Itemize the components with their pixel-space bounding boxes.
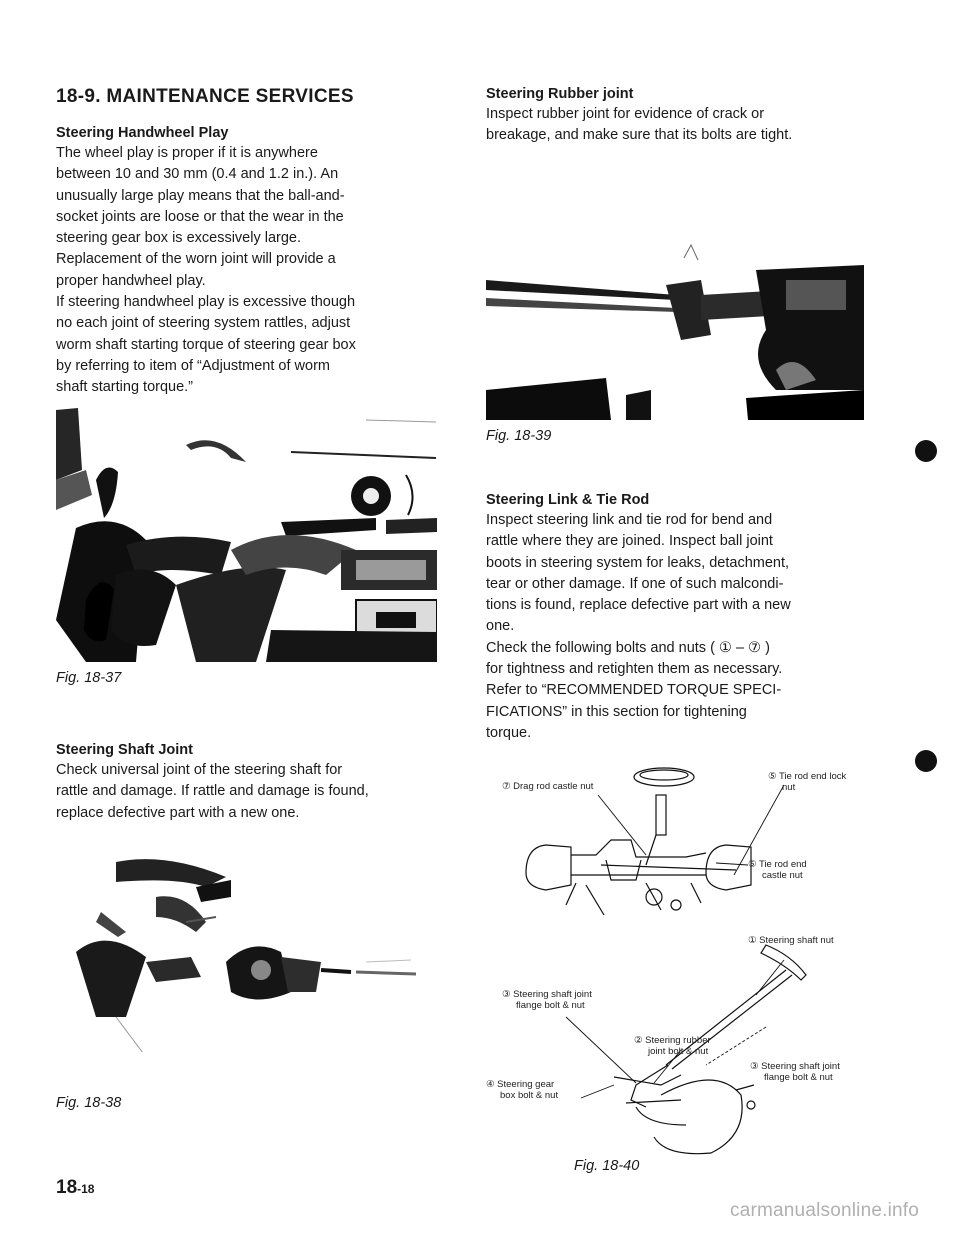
figure-18-39-photo: [486, 240, 864, 420]
heading-handwheel-play: Steering Handwheel Play: [56, 125, 229, 141]
binder-hole-dot: [915, 440, 937, 462]
callout-line: ③ Steering shaft joint: [502, 989, 592, 1000]
callout-3-steering-shaft-joint-flange-left: [502, 989, 592, 1011]
text-line: The wheel play is proper if it is anywhere: [56, 145, 318, 161]
page-number-chapter: 18: [56, 1177, 78, 1198]
figure-18-38-caption: Fig. 18-38: [56, 1095, 122, 1111]
callout-1-steering-shaft-nut: [748, 935, 834, 946]
heading-link-tie-rod: Steering Link & Tie Rod: [486, 492, 650, 508]
callout-line: flange bolt & nut: [764, 1072, 833, 1083]
paragraph-rubber-joint: [486, 104, 860, 147]
text-line: boots in steering system for leaks, detachment,: [486, 554, 790, 571]
callout-6-tie-rod-end-castle-nut: [748, 859, 807, 881]
universal-joint-illustration: [56, 842, 437, 1052]
figure-18-37-photo: [56, 400, 437, 662]
callout-line: ⑥ Tie rod end: [748, 859, 807, 870]
text-line: proper handwheel play.: [56, 272, 206, 289]
steering-dashboard-illustration: [56, 400, 437, 662]
text-line: replace defective part with a new one.: [56, 804, 300, 821]
callout-line: box bolt & nut: [500, 1090, 559, 1101]
paragraph-shaft-joint: [56, 760, 433, 824]
binder-hole-dot: [915, 750, 937, 772]
text-line: Inspect steering link and tie rod for bend and: [486, 512, 773, 528]
callout-7-drag-rod-castle-nut: [502, 781, 593, 792]
callout-line: castle nut: [762, 870, 803, 881]
callout-line: joint bolt & nut: [648, 1046, 709, 1057]
heading-shaft-joint: Steering Shaft Joint: [56, 742, 193, 758]
text-line: unusually large play means that the ball-and-: [56, 187, 345, 204]
figure-18-37-caption: Fig. 18-37: [56, 670, 122, 686]
callout-line: ⑦ Drag rod castle nut: [502, 781, 594, 792]
callout-line: nut: [782, 782, 796, 793]
text-line: tear or other damage. If one of such malcondi-: [486, 575, 784, 592]
text-line: between 10 and 30 mm (0.4 and 1.2 in.). An: [56, 166, 339, 183]
callout-3-steering-shaft-joint-flange-right: [750, 1061, 840, 1083]
text-line: Inspect rubber joint for evidence of crack or: [486, 106, 765, 122]
text-line: rattle and damage. If rattle and damage is found,: [56, 783, 369, 800]
text-line: breakage, and make sure that its bolts are tight.: [486, 127, 793, 144]
text-line: no each joint of steering system rattles, adjust: [56, 315, 351, 332]
page-number: [56, 1177, 94, 1199]
figure-18-40-caption: Fig. 18-40: [574, 1158, 640, 1174]
figure-18-40-diagram: [486, 765, 866, 1155]
paragraph-handwheel-play: [56, 143, 433, 399]
text-line: torque.: [486, 724, 532, 741]
figure-18-38-photo: [56, 842, 437, 1052]
paragraph-link-tie-rod: [486, 510, 860, 744]
section-title: 18-9. MAINTENANCE SERVICES: [56, 86, 354, 107]
callout-2-steering-rubber-joint-bolt: [634, 1035, 711, 1057]
text-line: tions is found, replace defective part with a new: [486, 597, 791, 614]
text-line: by referring to item of “Adjustment of worm: [56, 357, 330, 374]
text-line: steering gear box is excessively large.: [56, 230, 302, 247]
text-line: If steering handwheel play is excessive though: [56, 294, 356, 311]
callout-line: ⑤ Tie rod end lock: [768, 771, 847, 782]
page-number-suffix: -18: [77, 1182, 95, 1196]
callout-4-steering-gear-box-bolt: [486, 1079, 558, 1101]
watermark: carmanualsonline.info: [730, 1200, 920, 1221]
text-line: shaft starting torque.”: [56, 379, 194, 396]
callout-line: flange bolt & nut: [516, 1000, 585, 1011]
text-line: Check universal joint of the steering shaft for: [56, 762, 343, 778]
text-line: one.: [486, 618, 515, 635]
rubber-joint-illustration: [486, 240, 864, 420]
callout-line: ② Steering rubber: [634, 1035, 711, 1046]
callout-line: ③ Steering shaft joint: [750, 1061, 840, 1072]
figure-18-39-caption: Fig. 18-39: [486, 428, 552, 444]
text-line: for tightness and retighten them as necessary.: [486, 661, 783, 678]
callout-5-tie-rod-end-lock-nut: [768, 771, 846, 793]
text-line: Refer to “RECOMMENDED TORQUE SPECI-: [486, 682, 782, 699]
heading-rubber-joint: Steering Rubber joint: [486, 86, 634, 102]
callout-line: ① Steering shaft nut: [748, 935, 834, 946]
callout-line: ④ Steering gear: [486, 1079, 555, 1090]
text-line: FICATIONS” in this section for tightening: [486, 703, 747, 720]
text-line: Check the following bolts and nuts ( ① – ⑦ ): [486, 639, 770, 656]
text-line: Replacement of the worn joint will provide a: [56, 251, 336, 268]
text-line: socket joints are loose or that the wear in the: [56, 208, 344, 225]
text-line: worm shaft starting torque of steering gear box: [56, 336, 356, 353]
text-line: rattle where they are joined. Inspect ball joint: [486, 533, 773, 550]
